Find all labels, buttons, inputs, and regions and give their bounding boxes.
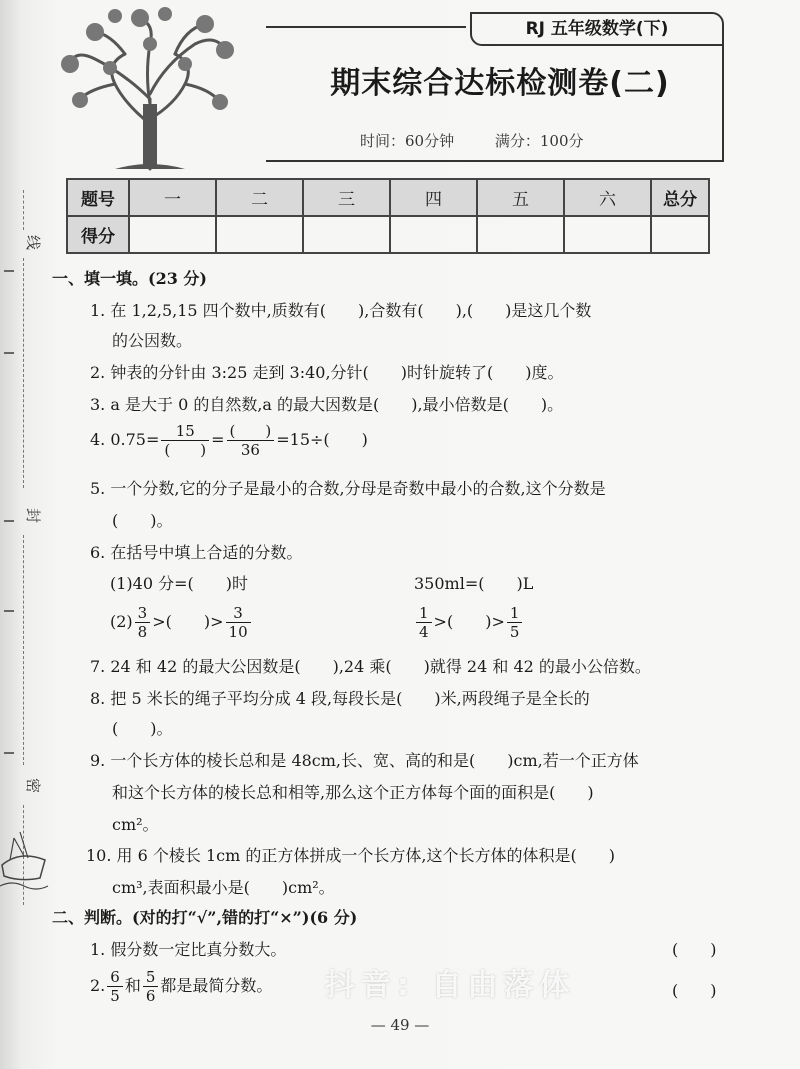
fraction	[226, 604, 251, 641]
question-5-line-2: ( )。	[112, 511, 173, 530]
fraction-numerator: 6	[107, 968, 123, 987]
score-cell[interactable]	[477, 216, 564, 253]
score-table-label-number: 题号	[67, 179, 129, 216]
question-9-line-3: cm²。	[112, 815, 159, 834]
fraction-denominator: 5	[509, 623, 520, 641]
fraction-denominator: 10	[228, 623, 248, 641]
fraction-denominator: 36	[240, 441, 260, 459]
question-4-suffix: =15÷( )	[276, 430, 368, 449]
question-10-line-1: 10. 用 6 个棱长 1cm 的正方体拼成一个长方体,这个长方体的体积是( )	[86, 846, 615, 865]
fraction	[507, 604, 523, 641]
exam-title: 期末综合达标检测卷(二)	[330, 66, 670, 101]
exam-time: 时间：60分钟	[360, 132, 455, 150]
question-8-line-1: 8. 把 5 米长的绳子平均分成 4 段,每段长是( )米,两段绳子是全长的	[90, 689, 590, 708]
score-table-col-4: 四	[390, 179, 477, 216]
exam-info	[360, 130, 620, 151]
tree-illustration-icon	[55, 4, 245, 174]
judge-question-2-suffix: 都是最简分数。	[160, 976, 273, 995]
question-4	[90, 422, 368, 459]
score-table	[66, 178, 710, 254]
fraction-numerator: 3	[226, 604, 251, 623]
ship-decoration-icon	[0, 820, 50, 900]
score-cell-total[interactable]	[651, 216, 709, 253]
fraction	[227, 422, 275, 459]
judge-answer-blank[interactable]: ( )	[672, 981, 717, 1000]
fraction	[135, 604, 151, 641]
question-5-line-1: 5. 一个分数,它的分子是最小的合数,分母是奇数中最小的合数,这个分数是	[90, 479, 606, 498]
question-7: 7. 24 和 42 的最大公因数是( ),24 乘( )就得 24 和 42 的最小公倍数。	[90, 657, 651, 676]
fraction-numerator: 1	[507, 604, 523, 623]
fraction	[143, 968, 159, 1005]
binding-dashed-line	[23, 190, 24, 230]
judge-question-2	[90, 968, 272, 1005]
fraction-denominator: 4	[419, 623, 429, 641]
fraction-numerator: 5	[143, 968, 159, 987]
question-9-line-2: 和这个长方体的棱长总和相等,那么这个正方体每个面的面积是( )	[112, 783, 594, 802]
section-2-title: 二、判断。(对的打“√”,错的打“×”)(6 分)	[52, 908, 358, 927]
fraction-denominator: 6	[145, 987, 156, 1005]
binding-mark	[4, 352, 14, 354]
question-2: 2. 钟表的分针由 3:25 走到 3:40,分针( )时针旋转了( )度。	[90, 363, 564, 382]
fraction	[416, 604, 432, 641]
question-4-prefix: 4. 0.75=	[90, 430, 160, 449]
question-6: 6. 在括号中填上合适的分数。	[90, 543, 303, 562]
binding-mark	[4, 270, 14, 272]
score-cell[interactable]	[303, 216, 390, 253]
fraction	[161, 422, 209, 459]
binding-mark	[4, 520, 14, 522]
score-cell[interactable]	[564, 216, 651, 253]
comparison: >( )>	[433, 612, 505, 631]
score-cell[interactable]	[390, 216, 477, 253]
score-table-col-6: 六	[564, 179, 651, 216]
question-6-2-prefix: (2)	[110, 612, 133, 631]
score-cell[interactable]	[216, 216, 303, 253]
binding-mark	[4, 610, 14, 612]
score-table-col-3: 三	[303, 179, 390, 216]
judge-question-1: 1. 假分数一定比真分数大。	[90, 940, 287, 959]
question-10-line-2: cm³,表面积最小是( )cm²。	[112, 878, 335, 897]
binding-strip	[0, 0, 60, 1069]
fraction	[107, 968, 123, 1005]
score-cell[interactable]	[129, 216, 216, 253]
fraction-denominator: ( )	[164, 441, 207, 459]
question-9-line-1: 9. 一个长方体的棱长总和是 48cm,长、宽、高的和是( )cm,若一个正方体	[90, 751, 639, 770]
question-1-line-2: 的公因数。	[112, 331, 193, 350]
binding-char-mi: 密	[24, 777, 43, 794]
fraction-denominator: 5	[110, 987, 120, 1005]
subject-badge: RJ 五年级数学(下)	[470, 12, 724, 46]
question-8-line-2: ( )。	[112, 719, 173, 738]
binding-dashed-line	[23, 258, 24, 488]
fraction-numerator: 15	[161, 422, 209, 441]
question-6-2-b	[414, 604, 524, 641]
binding-char-xian: 线	[24, 234, 43, 251]
equals-sign: =	[211, 430, 225, 449]
score-table-col-2: 二	[216, 179, 303, 216]
binding-mark	[4, 752, 14, 754]
binding-char-feng: 封	[24, 507, 43, 524]
watermark: 抖音: 自由落体	[325, 968, 576, 1003]
question-1-line-1: 1. 在 1,2,5,15 四个数中,质数有( ),合数有( ),( )是这几个数	[90, 301, 592, 320]
conjunction: 和	[124, 976, 141, 995]
score-table-header-row	[67, 179, 709, 216]
page-number: — 49 —	[370, 1016, 430, 1034]
score-table-col-total: 总分	[651, 179, 709, 216]
question-6-1-a: (1)40 分=( )时	[110, 574, 249, 593]
score-table-label-score: 得分	[67, 216, 129, 253]
score-table-score-row	[67, 216, 709, 253]
question-3: 3. a 是大于 0 的自然数,a 的最大因数是( ),最小倍数是( )。	[90, 395, 564, 414]
section-1-title: 一、填一填。(23 分)	[52, 269, 207, 288]
fraction-numerator: 1	[416, 604, 432, 623]
score-table-col-1: 一	[129, 179, 216, 216]
judge-question-2-prefix: 2.	[90, 976, 106, 995]
binding-dashed-line	[23, 535, 24, 765]
fraction-denominator: 8	[137, 623, 148, 641]
score-table-col-5: 五	[477, 179, 564, 216]
question-6-1-b: 350ml=( )L	[414, 574, 534, 593]
question-6-2-a	[110, 604, 253, 641]
judge-answer-blank[interactable]: ( )	[672, 940, 717, 959]
exam-full-score: 满分：100分	[494, 132, 584, 150]
fraction-numerator: ( )	[227, 422, 275, 441]
comparison: >( )>	[152, 612, 224, 631]
fraction-numerator: 3	[135, 604, 151, 623]
